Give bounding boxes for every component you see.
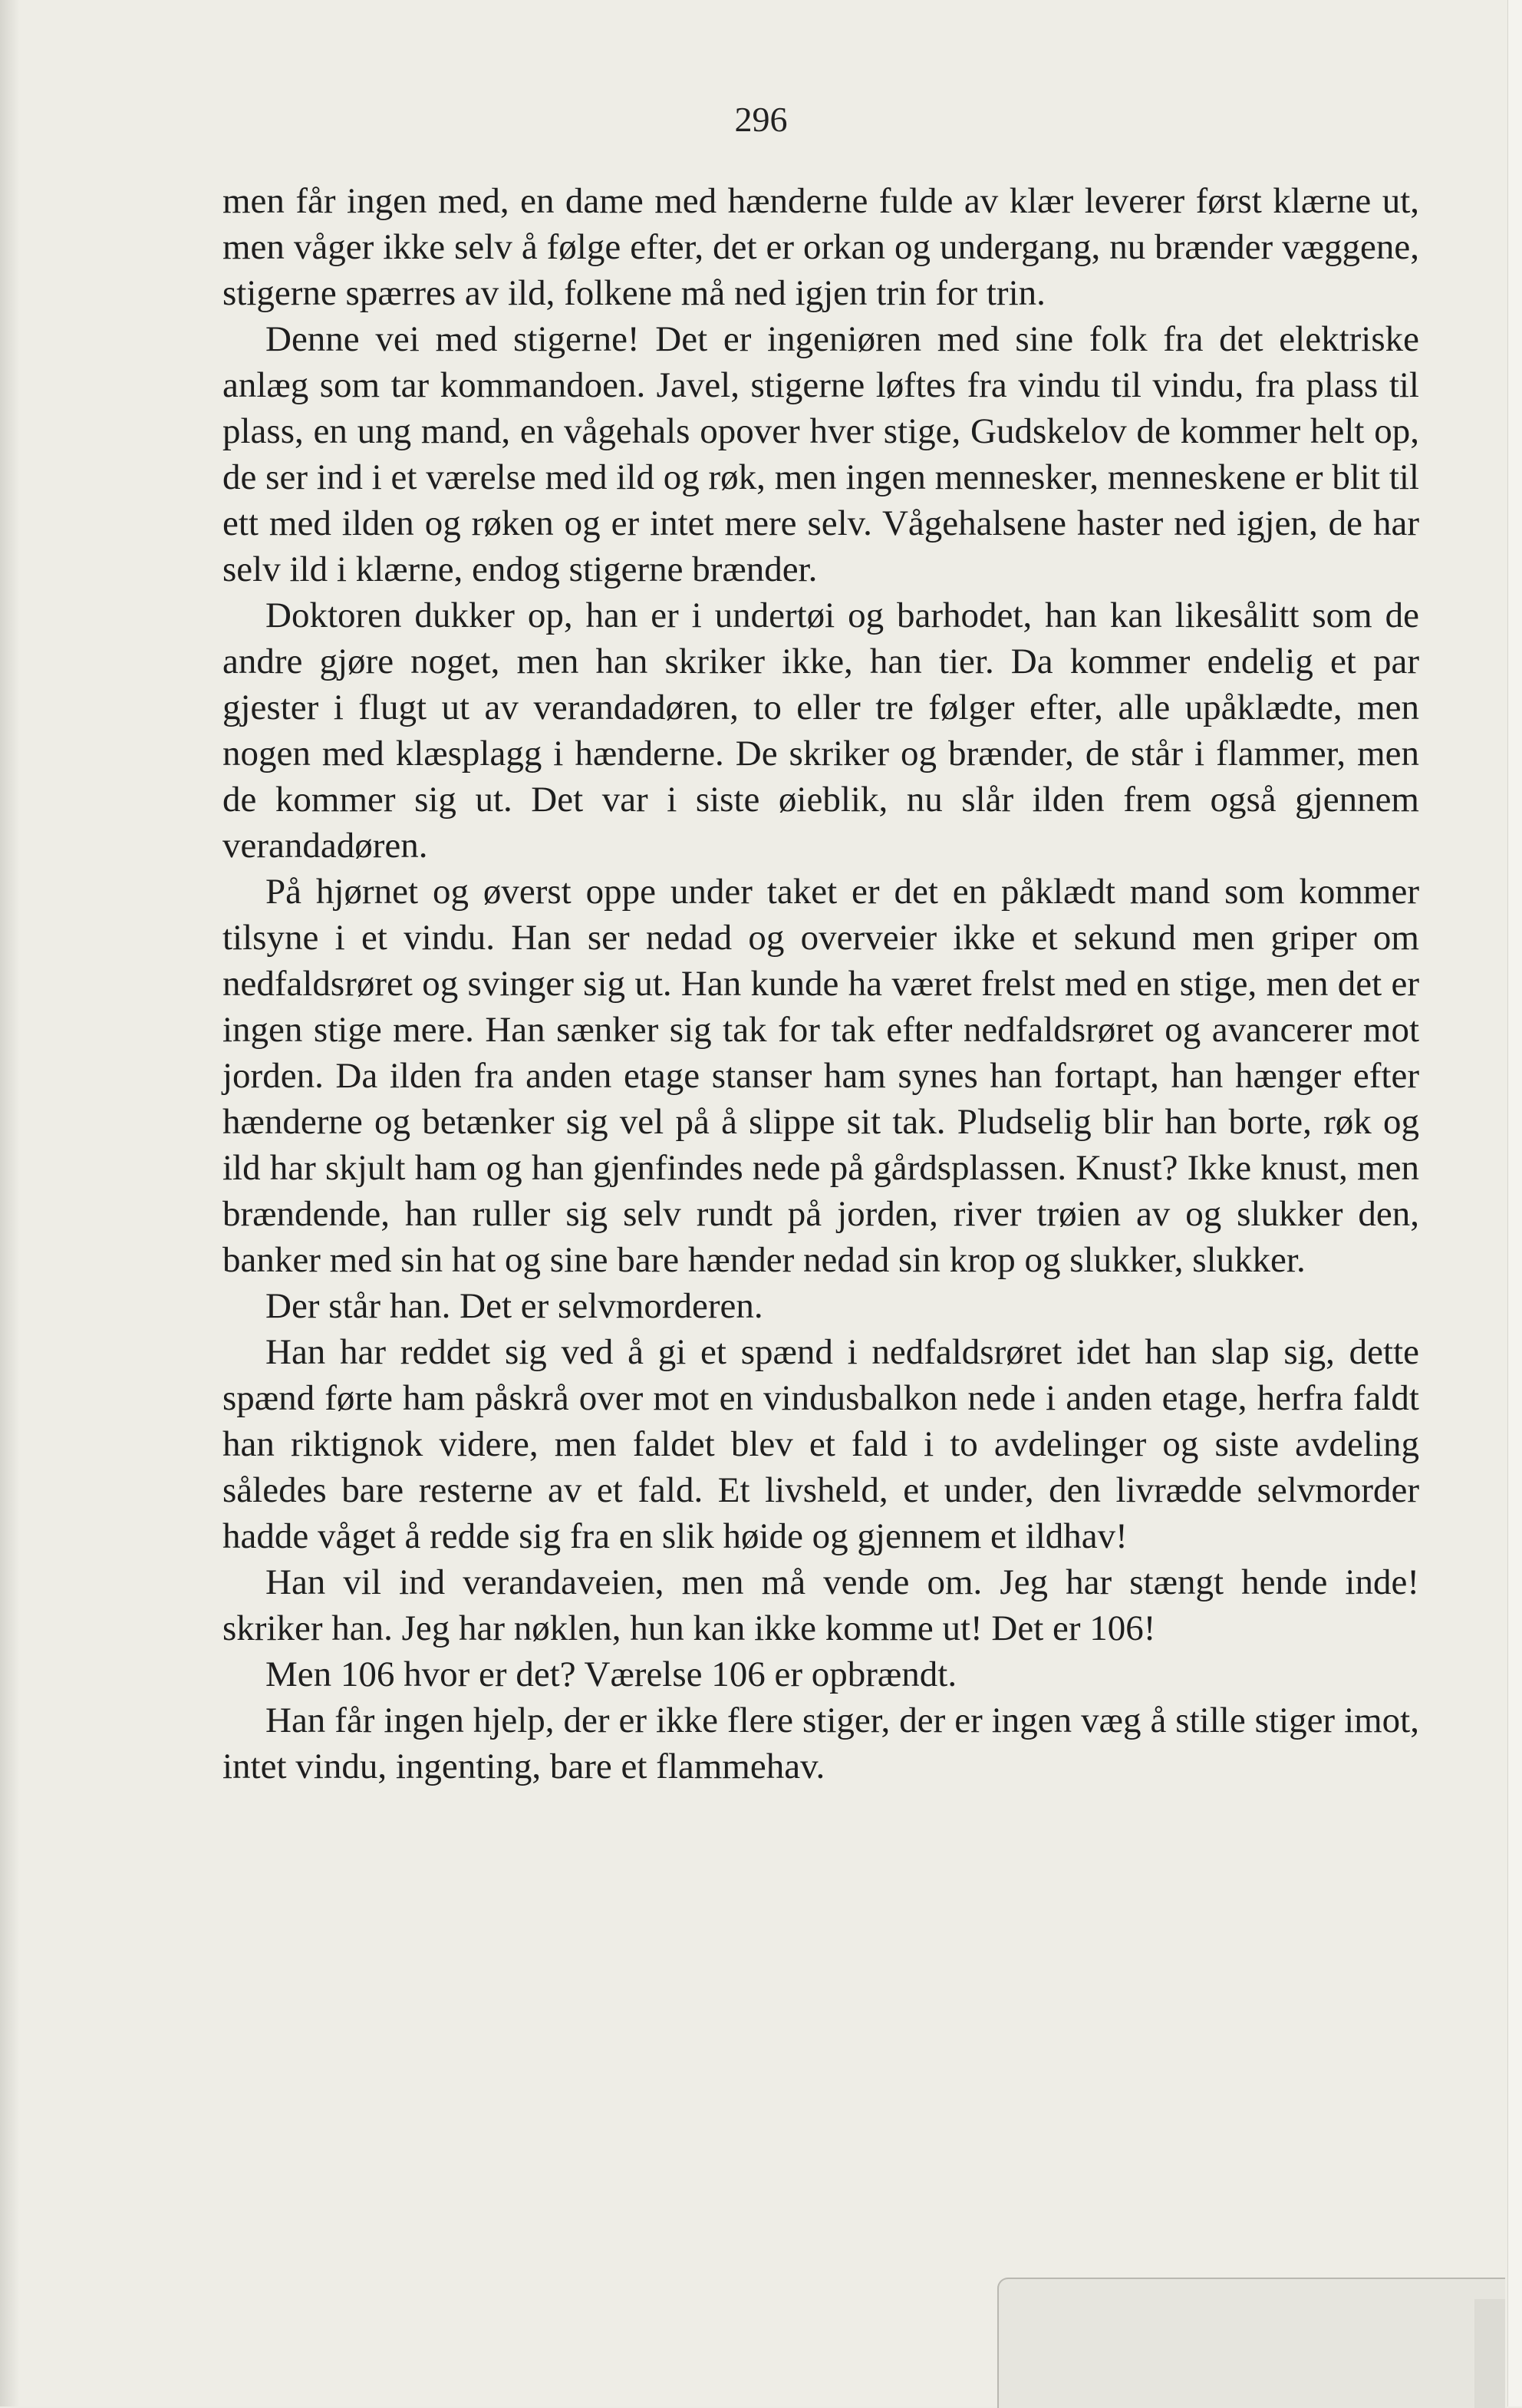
page-number: 296 (734, 100, 788, 139)
paragraph: Men 106 hvor er det? Værelse 106 er opbrændt. (265, 1654, 957, 1694)
paragraph: Han har reddet sig ved å gi et spænd i nedfaldsrøret idet han slap sig, dette spænd førte ham påskrå over mot en vindusbalkon nede i anden etage, herfra faldt han riktignok videre, men faldet blev et fald i to avdelinger og siste avdeling således bare resterne av et fald. Et livsheld, et under, den livrædde selvmorder hadde våget å redde sig fra en slik høide og gjennem et ildhav! (222, 1332, 1419, 1556)
paragraph: men får ingen med, en dame med hænderne fulde av klær leverer først klærne ut, men våger ikke selv å følge efter, det er orkan og undergang, nu brænder væggene, stigerne spærres av ild, folkene må ned igjen trin for trin. (222, 181, 1419, 313)
paragraph: Der står han. Det er selvmorderen. (265, 1286, 763, 1326)
paragraph: Han får ingen hjelp, der er ikke flere stiger, der er ingen væg å stille stiger imot, intet vindu, ingenting, bare et flammehav. (222, 1700, 1419, 1786)
library-card-pocket (997, 2278, 1505, 2408)
body-text (222, 178, 1419, 1790)
card-pocket-edge (1474, 2299, 1505, 2408)
gutter-shadow (0, 0, 20, 2406)
paragraph: Doktoren dukker op, han er i undertøi og barhodet, han kan likesålitt som de andre gjøre noget, men han skriker ikke, han tier. Da kommer endelig et par gjester i flugt ut av verandadøren, to eller tre følger efter, alle upåklædte, men nogen med klæsplagg i hænderne. De skriker og brænder, de står i flammer, men de kommer sig ut. Det var i siste øieblik, nu slår ilden frem også gjennem verandadøren. (222, 595, 1419, 866)
page-edge (1507, 0, 1522, 2406)
paragraph: På hjørnet og øverst oppe under taket er det en påklædt mand som kommer tilsyne i et vindu. Han ser nedad og overveier ikke et sekund men griper om nedfaldsrøret og svinger sig ut. Han kunde ha været frelst med en stige, men det er ingen stige mere. Han sænker sig tak for tak efter nedfaldsrøret og avancerer mot jorden. Da ilden fra anden etage stanser ham synes han fortapt, han hænger efter hænderne og betænker sig vel på å slippe sit tak. Pludselig blir han borte, røk og ild har skjult ham og han gjenfindes nede på gårdsplassen. Knust? Ikke knust, men brændende, han ruller sig selv rundt på jorden, river trøien av og slukker den, banker med sin hat og sine bare hænder nedad sin krop og slukker, slukker. (222, 872, 1419, 1280)
paragraph: Denne vei med stigerne! Det er ingeniøren med sine folk fra det elektriske anlæg som tar kommandoen. Javel, stigerne løftes fra vindu til vindu, fra plass til plass, en ung mand, en vågehals opover hver stige, Gudskelov de kommer helt op, de ser ind i et værelse med ild og røk, men ingen mennesker, menneskene er blit til ett med ilden og røken og er intet mere selv. Vågehalsene haster ned igjen, de har selv ild i klærne, endog stigerne brænder. (222, 319, 1419, 589)
paragraph: Han vil ind verandaveien, men må vende om. Jeg har stængt hende inde! skriker han. Jeg har nøklen, hun kan ikke komme ut! Det er 106! (222, 1562, 1419, 1648)
